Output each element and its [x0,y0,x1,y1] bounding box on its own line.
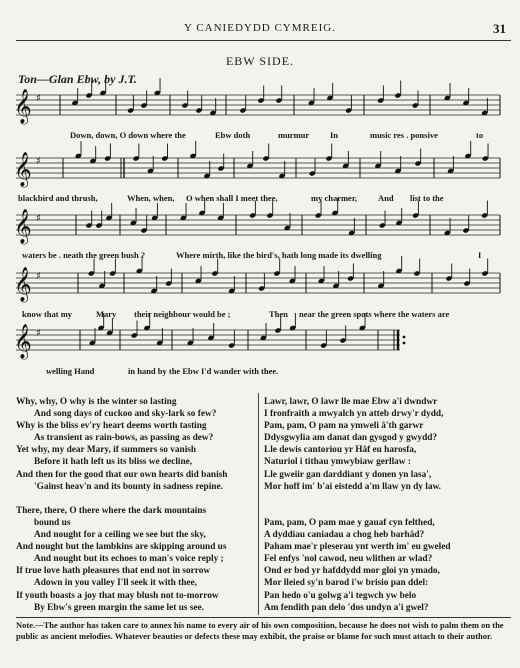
sharp-sign: ♯ [36,213,41,224]
english-verses [16,396,227,614]
lyric-segment: O when shall I meet thee, [186,193,278,203]
lyric-segment: Ebw doth [215,130,251,140]
verse-line: Why, why, O why is the winter so lasting [16,397,177,407]
verse-line: Yet why, my dear Mary, if summers so vanish [16,445,197,456]
author-note: Note.—The author has taken care to annex his name to every air of his own composition, because he does not wish to palm them on the public as ancient melodies. Whatever beauties or defects these may exhibit, the praise or blame for such must attach to their author. [16,620,504,641]
lyric-segment: Mary [96,309,117,319]
verse-line: I fronfraith a mwyalch yn atteb drwy'r dydd, [264,409,444,420]
stanza-break [264,505,451,517]
verse-line: Lle gweiir gan darddiant y donen yn lasa', [264,469,432,480]
sharp-sign: ♯ [36,271,41,282]
lyric-segment: Then [269,309,288,319]
verse-line: Am fendith pan delo 'dos undyn a'i gwel? [264,602,429,613]
sharp-sign: ♯ [36,328,41,339]
sharp-sign: ♯ [36,156,41,167]
verse-line: 'Gainst heav'n and its bounty in sadness repine. [34,481,223,492]
book-title: Y CANIEDYDD CYMREIG. [184,22,336,34]
lyric-segment: When, when, [127,193,175,203]
lyric-segment: in hand by the Ebw I'd wander with thee. [128,366,279,376]
lyric-segment: murmur [278,130,310,140]
column-divider [258,393,259,615]
verse-line: And nought but the lambkins are skipping around us [16,542,227,553]
welsh-verses [264,396,451,614]
verse-line: And nought but its echoes to man's voice reply ; [34,554,224,565]
verse-line: There, there, O there where the dark mountains [16,505,207,516]
lyric-segment: to [476,130,484,140]
song-title: EBW SIDE. [225,54,295,68]
verse-line: If youth boasts a joy that may blush not to-morrow [16,590,219,601]
tune-attribution: Ton—Glan Ebw, by J.T. [18,72,137,86]
verse-line: And nought for a ceiling we see but the sky, [34,530,206,541]
lyric-segment: And [378,193,394,203]
verse-line: Pam, pam, O pam mae y gauaf cyn felthed, [264,517,435,528]
treble-clef: 𝄞 [14,209,32,244]
verse-line: As transient as rain-bows, as passing as dew? [34,433,214,444]
repeat-dot [403,336,406,339]
verse-line: Ond er bod yr hafddydd mor gloi yn ymado, [264,566,440,577]
verse-line: Lawr, lawr, O lawr lle mae Ebw a'i dwndwr [264,397,438,407]
sharp-sign: ♯ [36,93,41,104]
verse-line: Paham mae'r pleserau ynt werth im' eu gweled [264,542,451,553]
verse-line: Ddysgwylia am danat dan gysgod y gwydd? [264,433,438,444]
verse-line: Naturiol i tithau ymwybiaw gerllaw : [264,457,411,468]
page-number: 31 [493,21,506,36]
lyric-segment: waters be . neath the green bush ? [22,250,146,260]
note-rule [16,617,511,618]
verse-line: Pam, pam, O pam na ymweli â'th garwr [264,421,424,432]
verse-line: Mor hoff im' b'ai eistedd a'm llaw yn dy law. [264,481,441,492]
stanza-break [16,493,227,505]
lyric-segment: blackbird and thrush, [18,193,98,203]
verse-line: Mor lleied sy'n barod i'w brisio pan ddel: [264,578,429,589]
treble-clef: 𝄞 [14,152,32,187]
lyric-segment: Where mirth, like the bird's, hath long made its dwelling [176,250,382,260]
verse-line: Why is the bliss ev'ry heart deems worth tasting [16,421,207,432]
lyric-segment: Down, down, O down where the [70,130,186,140]
lyric-segment: list to the [410,193,444,203]
verse-line: Lle dewis cantoriou yr Hâf eu harosfa, [264,445,417,456]
lyric-segment: my charmer, [311,193,357,203]
lyric-segment: their neighbour would be ; [134,309,231,319]
lyric-segment: know that my [22,309,73,319]
verse-line: And then for the good that our own hearts did banish [16,469,228,480]
lyric-segment: I [478,250,482,260]
verse-line: bound us [34,517,71,528]
verse-line: If true love hath pleasures that end not in sorrow [16,566,211,577]
lyric-segment: In [330,130,339,140]
verse-line: Before it hath left us its bliss we decline, [34,457,193,468]
verse-line: A dyddiau caniadau a chog heb barhâd? [264,530,425,541]
verse-line: And song days of cuckoo and sky-lark so few? [34,409,217,420]
treble-clef: 𝄞 [14,267,32,302]
verse-line: Adown in you valley I'll seek it with thee, [34,578,197,589]
lyric-segment: music res . ponsive [370,130,438,140]
lyric-segment: near the green spots where the waters are [299,309,450,319]
treble-clef: 𝄞 [14,324,32,359]
verse-line: By Ebw's green margin the same let us see. [34,602,204,613]
verse-line: Pan hedo o'u golwg a'i tegwch yw belo [264,590,417,601]
lyric-segment: welling Hand [46,366,95,376]
treble-clef: 𝄞 [14,89,32,124]
stanza-break [264,493,451,505]
verse-line: Fel enfys 'nol cawod, neu wlithen ar wlad? [264,554,433,565]
repeat-dot [403,342,406,345]
